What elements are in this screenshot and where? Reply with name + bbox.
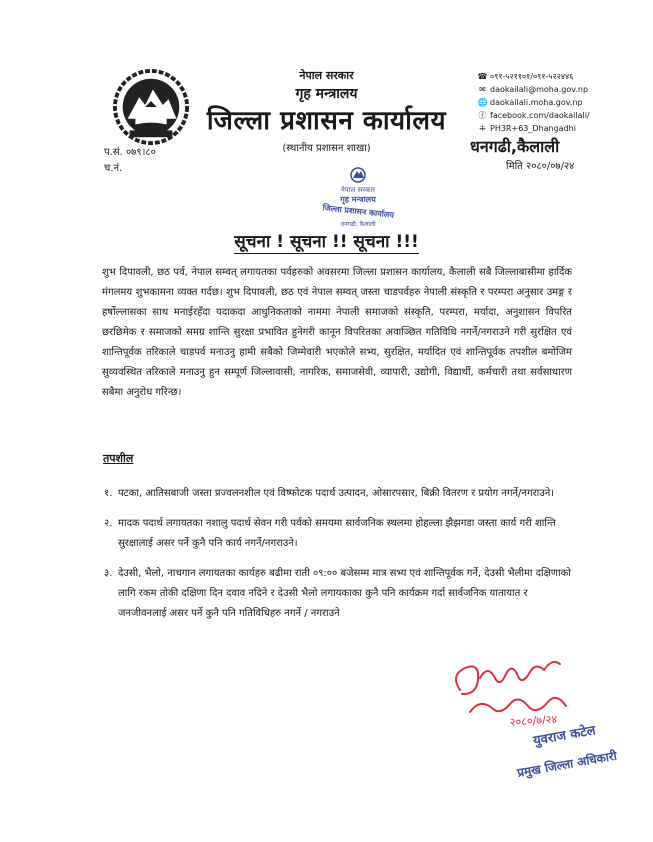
phone-icon: ☎ (477, 72, 488, 81)
stamp-line-4: धनगढी, कैलाली (340, 221, 376, 228)
globe-icon: 🌐 (477, 98, 488, 107)
signatory-stamp (504, 712, 644, 795)
reference-number: प.सं. ०७९।८० (104, 147, 156, 158)
signature-date: २०८०/७/२४ (509, 712, 558, 729)
contact-phone (477, 70, 647, 83)
notice-title-text: सूचना ! सूचना !! सूचना !!! (234, 232, 419, 252)
facebook-link[interactable]: facebook.com/daokailali/ (490, 111, 590, 120)
branch-name: (स्थानीय प्रशासन शाखा) (282, 143, 371, 154)
list-item-text: मादक पदार्थ लगायतका नशालु पदार्थ सेवन गरी पर्वको समयमा सार्वजनिक स्थलमा होहल्ला झैझगडा जस्ता कार्य गरी शान्ति सुरक्षालाई असर पर्ने कुनै पनि कार्य नगर्ने/नगराउने। (118, 518, 556, 549)
list-item-text: देउसी, भैलो, नाचगान लगायतका कार्यहरु बढीमा राती ०९:०० बजेसम्म मात्र सभ्य एवं शान्तिपूर्वक गर्ने, देउसी भैलीमा दक्षिणाको लागि रकम तोकी दक्षिणा दिन दवाव नदिने र देउसी भैलो लगायकाका कुनै पनि कार्यक्रम गर्दा सार्वजनिक यातायात र जनजीवनलाई असर पर्ने कुनै पनि गतिविधिहरु नगर्ने / नगराउने (118, 568, 571, 619)
phone-number: ०९१-५२११०१/०९१-५२२४४६ (490, 72, 574, 81)
list-item-text: पटका, आतिसबाजी जस्ता प्रज्वलनशील एवं विष्फोटक पदार्थ उत्पादन, ओसारपसार, बिक्री वितरण र प्रयोग नगर्ने/नगराउने। (118, 488, 555, 499)
location-pin-icon: ⁜ (479, 124, 486, 133)
signatory-name: युवराज कटेल (532, 723, 597, 749)
stamp-line-3: जिल्ला प्रशासन कार्यालय (322, 203, 395, 220)
government-name: नेपाल सरकार (299, 69, 354, 82)
office-stamp (306, 166, 410, 232)
dispatch-number: च.नं. (104, 163, 123, 174)
reference-block (104, 145, 156, 177)
list-item (104, 564, 576, 624)
contact-location (477, 122, 647, 135)
office-name: जिल्ला प्रशासन कार्यालय (206, 106, 447, 136)
office-location: धनगढी,कैलाली (470, 137, 560, 156)
list-item-number: २. (104, 518, 113, 529)
notice-body: शुभ दिपावली, छठ पर्व, नेपाल सम्वत् लगायतका पर्वहरुको अवसरमा जिल्ला प्रशासन कार्यालय, कैलाली सबै जिल्लाबासीमा हार्दिक मंगलमय शुभकामना व्यक्त गर्दछ। शुभ दिपावली, छठ एवं नेपाल सम्वत् जस्ता चाडपर्वहरु नेपाली संस्कृति र परम्परा अनुसार उमङ्ग र हर्षोल्लासका साथ मनाईरहँदा यदाकदा आधुनिकताको नाममा नेपाली समाजको संस्कृति, परम्परा, मर्यादा, अनुशासन विपरित छरछिमेक र समाजको समग्र शान्ति सुरक्षा प्रभावित हुनेगरी कानून विपरितका अवाञ्छित गतिविधि नगर्ने/नगराउने गरी सुरक्षित एवं शान्तिपूर्वक तरिकाले चाडपर्व मनाउनु हामी सबैको जिम्मेवारी भएकोले सभ्य, सुरक्षित, मर्यादित एवं शान्तिपूर्वक तपशील बमोजिम सुव्यवस्थित तरिकाले मनाउनु हुन सम्पूर्ण जिल्लावासी, नागरिक, समाजसेवी, व्यापारी, उद्योगी, विद्यार्थी, कर्मचारी तथा सर्वसाधारण सबैमा अनुरोध गरिन्छ। (102, 267, 572, 398)
ministry-name: गृह मन्त्रालय (295, 86, 358, 102)
email-icon: ✉ (479, 85, 486, 94)
tapsil-list (104, 484, 576, 634)
contact-email[interactable] (477, 83, 647, 96)
signatory-title: प्रमुख जिल्ला अधिकारी (516, 748, 618, 780)
contact-block (477, 70, 647, 135)
website-link[interactable]: daokailali.moha.gov.np (490, 98, 583, 107)
stamp-line-2: गृह मन्त्रालय (340, 195, 376, 204)
email-address[interactable]: daokailali@moha.gov.np (490, 85, 589, 94)
tapsil-heading: तपशील (103, 452, 134, 465)
list-item (104, 484, 576, 504)
letter-date: मिति २०८०/०७/२४ (506, 161, 575, 172)
notice-title (0, 229, 653, 252)
contact-website[interactable] (477, 96, 647, 109)
list-item (104, 514, 576, 554)
plus-code: PH3R+63_Dhangadhi (490, 124, 576, 133)
list-item-number: १. (104, 488, 113, 499)
stamp-line-1: नेपाल सरकार (340, 186, 376, 194)
list-item-number: ३. (104, 568, 113, 579)
contact-facebook[interactable] (477, 109, 647, 122)
facebook-icon: ⓕ (478, 111, 487, 120)
